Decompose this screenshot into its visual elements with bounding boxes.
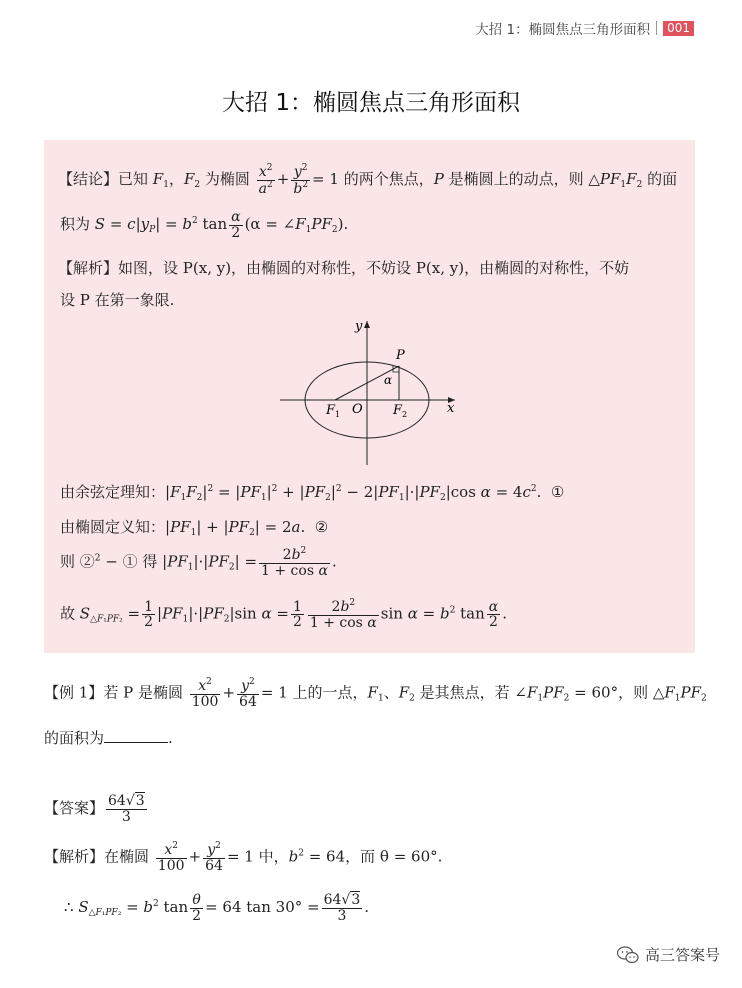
- x-axis-label: x: [447, 401, 455, 416]
- subtract-line: 则 ②$^2$ − ① 得 $|PF_1|\cdot|PF_2|$ = $\frac{2b^2}{\text{1 + cos α}}$ .: [60, 546, 337, 579]
- definition-line: 由椭圆定义知：$|PF_1| + |PF_2| = 2a$. ②: [60, 518, 329, 538]
- ellipse-figure: [275, 315, 475, 470]
- wechat-icon: [617, 946, 639, 964]
- analysis-label: 【解析】: [58, 259, 119, 277]
- solution-line-1: 【解析】在椭圆 $\frac{x^2}{100}$ + $\frac{y^2}{64}$ = 1 中，$b^2 = 64$，而 θ = 60°.: [44, 841, 443, 874]
- y-axis-label: y: [355, 319, 363, 334]
- example-label: 【例 1】: [44, 683, 104, 702]
- cos-law-line: 由余弦定理知：$|F_1F_2|^2 = |PF_1|^2 + |PF_2|^2 - 2|PF_1|\cdot|PF_2|\cos$ $\alpha = 4c^2$. ①: [60, 483, 565, 503]
- watermark: [617, 944, 720, 965]
- answer-line: 【答案】 $\frac{64√3}{3}$: [44, 793, 145, 825]
- point-p-label: P: [396, 348, 405, 363]
- header-divider: [656, 21, 657, 35]
- page-header: [475, 18, 694, 38]
- header-chapter: 大招 1：椭圆焦点三角形面积: [475, 22, 651, 38]
- alpha-label: α: [384, 373, 393, 387]
- answer-blank: [104, 742, 168, 743]
- solution-label: 【解析】: [44, 847, 105, 866]
- answer-label: 【答案】: [44, 799, 105, 818]
- f2-label: $F_2$: [393, 403, 408, 419]
- page-title: 大招 1：椭圆焦点三角形面积: [222, 90, 520, 116]
- page-number: 001: [663, 21, 694, 36]
- analysis-line-2: 设 P 在第一象限.: [60, 291, 175, 309]
- watermark-text: 高三答案号: [644, 946, 720, 964]
- origin-label: O: [352, 402, 363, 417]
- conclusion-label: 【结论】: [58, 170, 119, 189]
- area-line: 故 $S_{\triangle F_1PF_2}$ = $\frac{1}{2}$ $|PF_1|\cdot|PF_2|\sin$ α = $\frac{1}{2}$ $\frac{2b^2}{\text{1 + cos α}}$ $\sin \alpha = b^2$ tan $\frac{\alpha}{2}$ .: [60, 598, 507, 631]
- example-line-1: 【例 1】若 P 是椭圆 $\frac{x^2}{100}$ + $\frac{y^2}{64}$ = 1 上的一点，$F_1$、$F_2$ 是其焦点，若 $\angle F_1PF_2 = 60^\circ$，则 $\triangle F_1PF_2$: [44, 677, 707, 710]
- fraction: $\frac{x^2}{a^2}$: [258, 163, 273, 197]
- f1-label: $F_1$: [326, 403, 341, 419]
- conclusion-line-1: 【结论】已知 $F_1$，$F_2$ 为椭圆 $\frac{x^2}{a^2}$ + $\frac{y^2}{b^2}$ = 1 的两个焦点，P 是椭圆上的动点，则 $\triangle PF_1F_2$ 的面: [58, 163, 678, 197]
- conclusion-line-2: 积为 $S = c|y_P| = b^2$ tan $\frac{\alpha}{2}$ $(\alpha = \angle F_1PF_2)$.: [60, 209, 349, 241]
- analysis-line-1: 【解析】如图，设 P(x, y)，由椭圆的对称性，不妨设 P(x, y)，由椭圆的对称性，不妨: [58, 259, 630, 277]
- solution-line-2: ∴ $S_{\triangle F_1PF_2} = b^2$ tan $\frac{\theta}{2}$ = 64 tan 30° = $\frac{64√3}{3}$ .: [64, 892, 370, 924]
- example-line-2: 的面积为 .: [44, 729, 173, 747]
